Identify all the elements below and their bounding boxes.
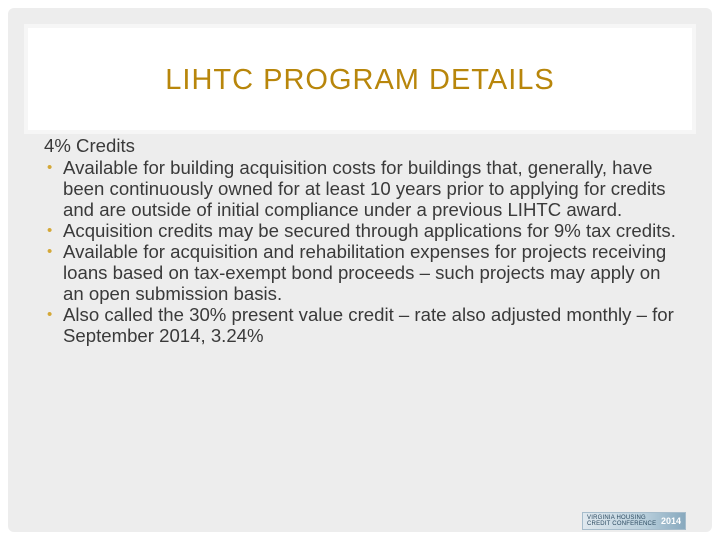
title-box [24,24,696,134]
bullet-item [44,304,684,346]
conference-logo [582,512,686,530]
bullet-text: Acquisition credits may be secured through applications for 9% tax credits. [63,220,676,241]
bullet-icon: • [47,243,53,260]
bullet-item [44,157,684,220]
slide-title: LIHTC PROGRAM DETAILS [165,63,555,96]
slide-content [44,135,684,346]
bullet-icon: • [47,159,53,176]
bullet-icon: • [47,306,53,323]
section-heading: 4% Credits [44,135,135,156]
bullet-item [44,241,684,304]
bullet-text: Available for acquisition and rehabilitation expenses for projects receiving loans based on tax-exempt bond proceeds – such projects may apply on an open submission basis. [63,241,667,304]
bullet-text: Available for building acquisition costs for buildings that, generally, have been continuously owned for at least 10 years prior to applying for credits and are outside of initial compliance under a previous LIHTC award. [63,157,666,220]
bullet-icon: • [47,222,53,239]
logo-text: VIRGINIA HOUSING CREDIT CONFERENCE [587,515,657,527]
bullet-text: Also called the 30% present value credit – rate also adjusted monthly – for September 2014, 3.24% [63,304,674,346]
logo-year: 2014 [660,516,681,526]
bullet-item [44,220,684,241]
bullet-list [44,157,684,346]
